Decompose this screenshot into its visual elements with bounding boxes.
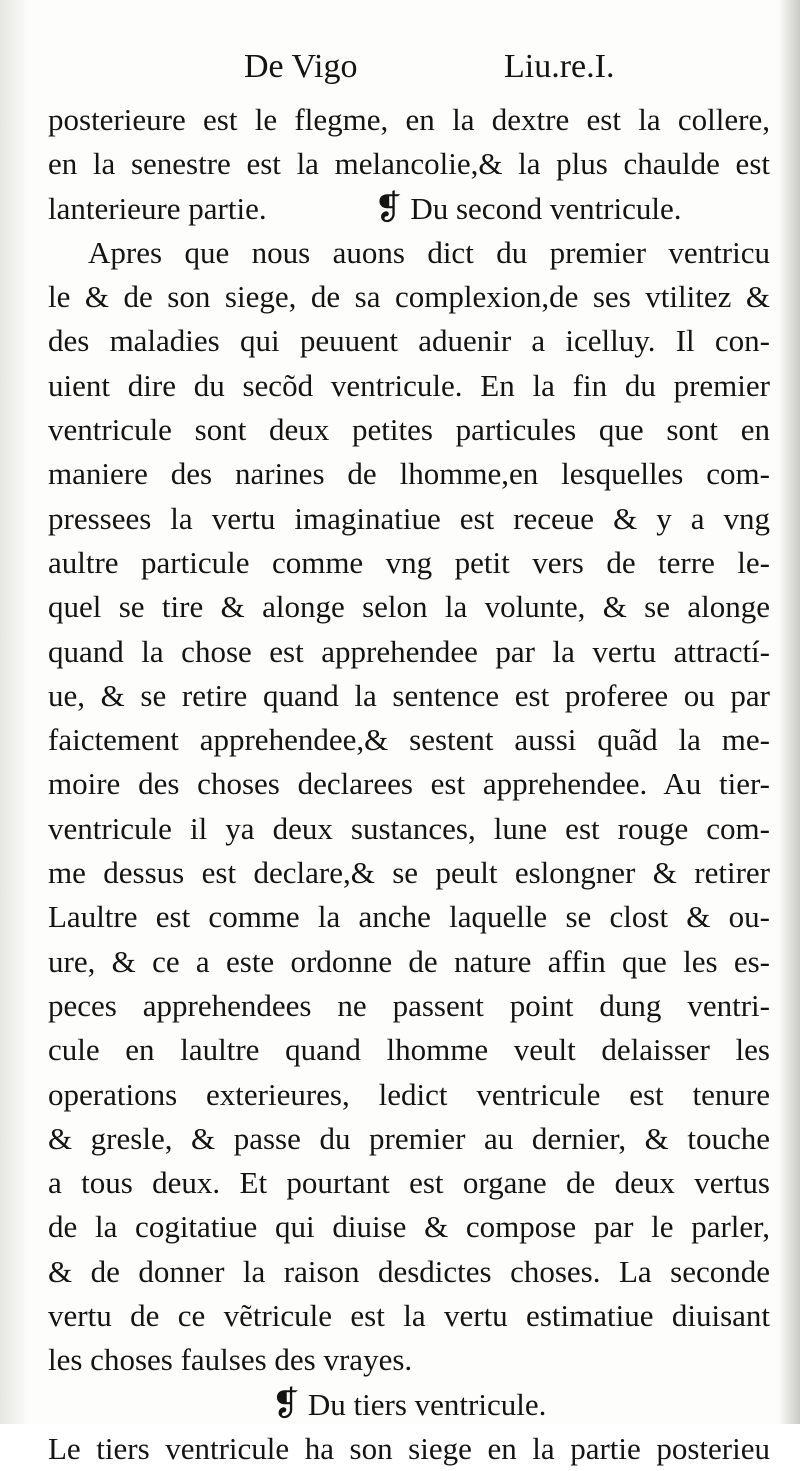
text-line: Apres que nous auons dict du premier ventricu [88,234,770,270]
text-line: des maladies qui peuuent aduenir a icelluy. Il con- [48,323,770,359]
text-line: Le tiers ventricule ha son siege en la partie posterieu [48,1430,770,1466]
text-line: cule en laultre quand lhomme veult delaisser les [48,1032,770,1068]
text-line: aultre particule comme vng petit vers de terre le- [48,544,770,580]
text-line: & de donner la raison desdictes choses. La seconde [48,1253,770,1289]
text-line: maniere des narines de lhomme,en lesquelles com- [48,456,770,492]
text-line: me dessus est declare,& se peult eslongner & retirer [48,855,770,891]
text-line: faictement apprehendee,& sestent aussi quãd la me- [48,722,770,758]
pilcrow-icon: ❡ [271,1385,301,1423]
text-line-with-rubric [48,187,770,231]
page-edge-shadow [778,0,800,1424]
section-heading [48,1383,770,1427]
text-line: quand la chose est apprehendee par la vertu attractí- [48,633,770,669]
text-line: ue, & se retire quand la sentence est proferee ou par [48,677,770,713]
pilcrow-icon: ❡ [374,189,403,227]
text-line: en la senestre est la melancolie,& la plus chaulde est [48,146,770,182]
text-line: a tous deux. Et pourtant est organe de deux vertus [48,1165,770,1201]
text-line: vertu de ce vẽtricule est la vertu estimatiue diuisant [48,1298,770,1334]
text-line: ure, & ce a este ordonne de nature affin que les es- [48,943,770,979]
text-line: quel se tire & alonge selon la volunte, & se alonge [48,589,770,625]
text-line: de la cogitatiue qui diuise & compose par le parler, [48,1209,770,1245]
text-line: ventricule sont deux petites particules que sont en [48,412,770,448]
text-block [48,98,770,1471]
text-line: les choses faulses des vrayes. [48,1342,413,1378]
text-line: ventricule il ya deux sustances, lune est rouge com- [48,810,770,846]
text-line: Laultre est comme la anche laquelle se clost & ou- [48,899,770,935]
running-book-number: Liu.re.I. [504,48,615,85]
section-rubric: Du tiers ventricule. [307,1386,547,1422]
running-head [0,44,800,94]
text-line: operations exterieures, ledict ventricule est tenure [48,1076,770,1112]
text-line: le & de son siege, de sa complexion,de ses vtilitez & [48,279,770,315]
text-line: peces apprehendees ne passent point dung ventri- [48,987,770,1023]
text-line: moire des choses declarees est apprehendee. Au tier- [48,766,770,802]
section-rubric: Du second ventricule. [410,190,682,226]
binding-gutter [0,0,30,1424]
text-line: lanterieure partie. [48,190,267,226]
text-line: & gresle, & passe du premier au dernier, & touche [48,1120,770,1156]
text-line: uient dire du secõd ventricule. En la fin du premier [48,367,770,403]
text-line: posterieure est le flegme, en la dextre est la collere, [48,102,770,137]
running-title: De Vigo [244,48,358,85]
text-line: pressees la vertu imaginatiue est receue & y a vng [48,500,770,536]
